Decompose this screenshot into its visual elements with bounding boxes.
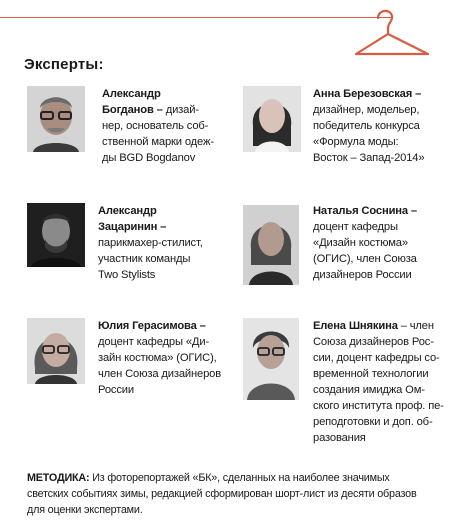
bio-line (98, 350, 234, 366)
bio-line (313, 334, 447, 350)
hanger-icon (352, 4, 432, 60)
expert-role: – член (397, 320, 434, 332)
expert-name: Елена Шнякина (313, 320, 398, 332)
expert-photo (27, 86, 85, 152)
bio-line (313, 398, 447, 414)
methodology-text: Из фоторепортажей «БК», сделанных на наиболее значимых (89, 472, 390, 484)
expert-name: Александр (102, 88, 161, 100)
bio-line (102, 150, 234, 166)
bio-line (313, 86, 445, 102)
expert-role: ского института проф. пе- (313, 400, 444, 412)
expert-role: ды BGD Bogdanov (102, 152, 196, 164)
portrait-image (27, 203, 85, 267)
expert-role: России (98, 384, 134, 396)
methodology-line: светских событиях зимы, редакцией сформирован шорт-лист из десяти образов (27, 488, 417, 500)
expert-role: разования (313, 432, 366, 444)
portrait-image (27, 318, 85, 384)
expert-role: нер, основатель соб- (102, 120, 209, 132)
bio-line (313, 267, 445, 283)
expert-bio (102, 86, 234, 166)
bio-line (313, 203, 445, 219)
expert-bio (313, 203, 445, 283)
bio-line (102, 102, 234, 118)
expert-role: Союза дизайнеров Рос- (313, 336, 434, 348)
expert-photo (243, 205, 299, 285)
bio-line (313, 430, 447, 446)
expert-role: зайн костюма» (ОГИС), (98, 352, 217, 364)
expert-name: Анна Березовская – (313, 88, 422, 100)
bio-line (313, 102, 445, 118)
bio-line (102, 134, 234, 150)
methodology-note (27, 470, 439, 518)
bio-line (98, 318, 234, 334)
section-heading: Эксперты: (24, 56, 104, 73)
expert-role: доцент кафедры «Ди- (98, 336, 210, 348)
expert-role: «Формула моды: (313, 136, 399, 148)
expert-name: Юлия Герасимова – (98, 320, 206, 332)
bio-line (98, 203, 234, 219)
expert-bio (98, 203, 234, 283)
expert-name: Богданов – (102, 104, 163, 116)
bio-line (102, 86, 234, 102)
expert-role: «Дизайн костюма» (313, 237, 408, 249)
bio-line (313, 382, 447, 398)
expert-role: (ОГИС), член Союза (313, 253, 417, 265)
methodology-line: для оценки экспертами. (27, 504, 143, 516)
portrait-image (243, 318, 299, 400)
methodology-label: МЕТОДИКА: (27, 472, 90, 484)
expert-name: Александр (98, 205, 157, 217)
expert-photo (27, 318, 85, 384)
expert-name: Наталья Соснина – (313, 205, 418, 217)
bio-line (98, 366, 234, 382)
bio-line (313, 118, 445, 134)
bio-line (98, 267, 234, 283)
expert-bio (313, 86, 445, 166)
expert-role: дизайнеров России (313, 269, 412, 281)
expert-role: член Союза дизайнеров (98, 368, 222, 380)
bio-line (98, 235, 234, 251)
bio-line (313, 414, 447, 430)
bio-line (313, 134, 445, 150)
portrait-image (243, 205, 299, 285)
expert-role: Two Stylists (98, 269, 156, 281)
bio-line (98, 219, 234, 235)
expert-role: дизай- (162, 104, 199, 116)
expert-bio (313, 318, 447, 446)
portrait-image (243, 86, 301, 152)
bio-line (313, 150, 445, 166)
bio-line (98, 334, 234, 350)
expert-role: дизайнер, модельер, (313, 104, 420, 116)
expert-role: создания имиджа Ом- (313, 384, 425, 396)
portrait-image (27, 86, 85, 152)
bio-line (313, 318, 447, 334)
bio-line (98, 382, 234, 398)
bio-line (313, 251, 445, 267)
expert-role: ственной марки одеж- (102, 136, 214, 148)
bio-line (313, 235, 445, 251)
expert-photo (243, 318, 299, 400)
bio-line (98, 251, 234, 267)
bio-line (313, 350, 447, 366)
expert-photo (243, 86, 301, 152)
top-rule (0, 17, 392, 18)
expert-role: временной технологии (313, 368, 429, 380)
expert-bio (98, 318, 234, 398)
bio-line (313, 219, 445, 235)
methodology-line (27, 470, 439, 486)
bio-line (102, 118, 234, 134)
expert-role: сии, доцент кафедры со- (313, 352, 440, 364)
expert-role: парикмахер-стилист, (98, 237, 203, 249)
expert-role: доцент кафедры (313, 221, 398, 233)
bio-line (313, 366, 447, 382)
expert-role: участник команды (98, 253, 191, 265)
expert-role: победитель конкурса (313, 120, 420, 132)
expert-name: Зацаринин – (98, 221, 167, 233)
expert-role: реподготовки и доп. об- (313, 416, 433, 428)
expert-photo (27, 203, 85, 267)
expert-role: Восток – Запад-2014» (313, 152, 425, 164)
